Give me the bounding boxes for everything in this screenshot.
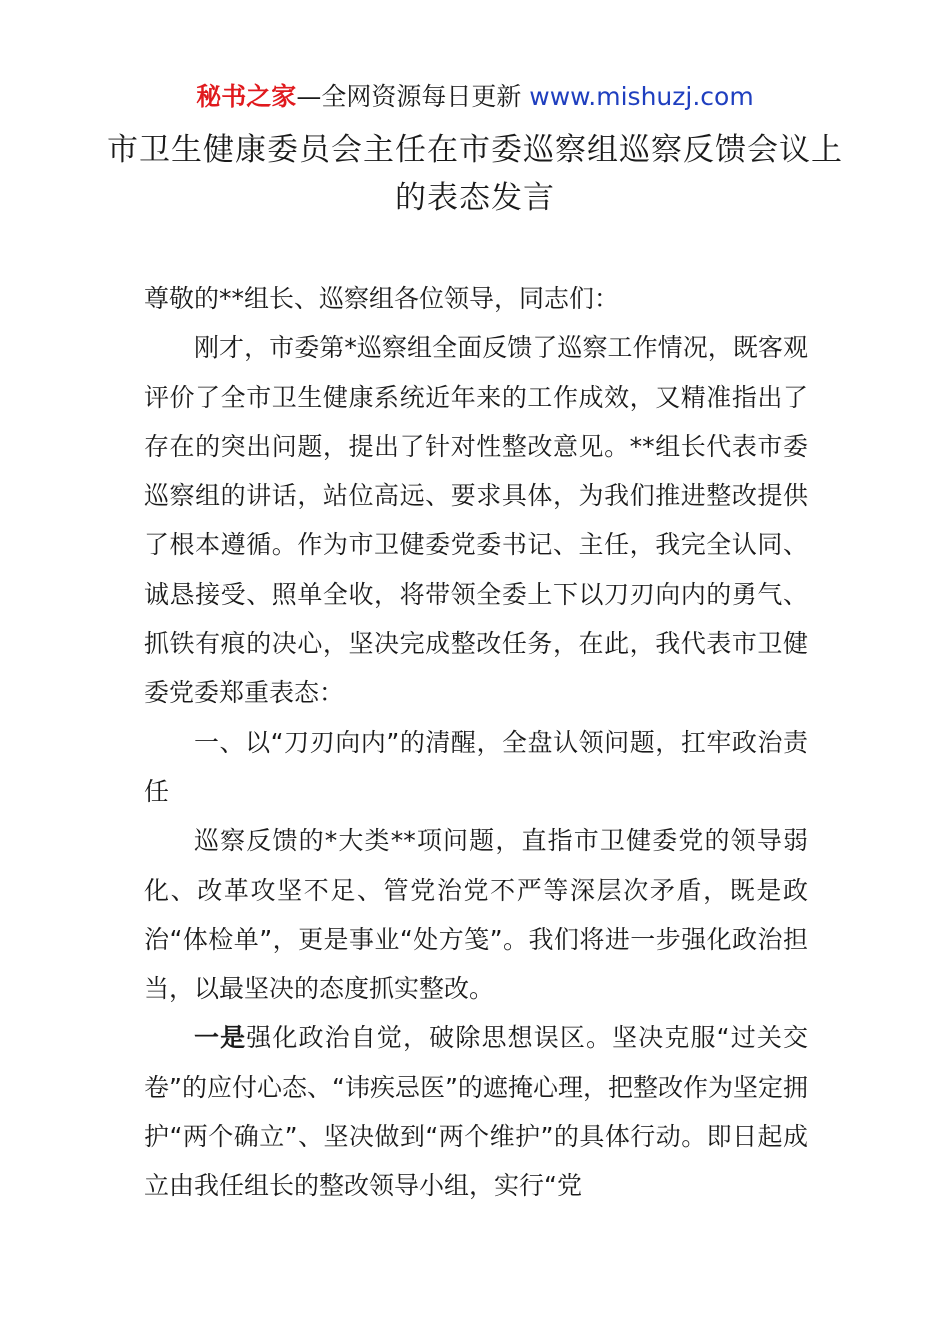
- site-url[interactable]: www.mishuzj.com: [529, 82, 754, 111]
- site-header: [0, 80, 950, 114]
- section-heading-1: 一、以“刀刃向内”的清醒，全盘认领问题，扛牢政治责任: [144, 727, 808, 806]
- paragraph-intro: 刚才，市委第*巡察组全面反馈了巡察工作情况，既客观评价了全市卫生健康系统近年来的工作成效，又精准指出了存在的突出问题，提出了针对性整改意见。**组长代表市委巡察组的讲话，站位高远、要求具体，为我们推进整改提供了根本遵循。作为市卫健委党委书记、主任，我完全认同、诚恳接受、照单全收，将带领全委上下以刀刃向内的勇气、抓铁有痕的决心，坚决完成整改任务，在此，我代表市卫健委党委郑重表态：: [144, 333, 808, 708]
- site-brand: 秘书之家: [196, 82, 297, 111]
- site-tagline: —全网资源每日更新: [296, 82, 530, 111]
- point-lead: 一是: [194, 1023, 247, 1053]
- document-title: 市卫生健康委员会主任在市委巡察组巡察反馈会议上的表态发言: [107, 132, 843, 216]
- document-body: [144, 274, 808, 1211]
- point-text: 强化政治自觉，破除思想误区。坚决克服“过关交卷”的应付心态、“讳疾忌医”的遮掩心理，把整改作为坚定拥护“两个确立”、坚决做到“两个维护”的具体行动。即日起成立由我任组长的整改领导小组，实行“党: [144, 1023, 808, 1201]
- paragraph-point-1: [144, 1013, 808, 1210]
- paragraph-section1-intro: 巡察反馈的*大类**项问题，直指市卫健委党的领导弱化、改革攻坚不足、管党治党不严等深层次矛盾，既是政治“体检单”，更是事业“处方笺”。我们将进一步强化政治担当，以最坚决的态度抓实整改。: [144, 826, 808, 1004]
- salutation: 尊敬的**组长、巡察组各位领导，同志们：: [144, 284, 620, 313]
